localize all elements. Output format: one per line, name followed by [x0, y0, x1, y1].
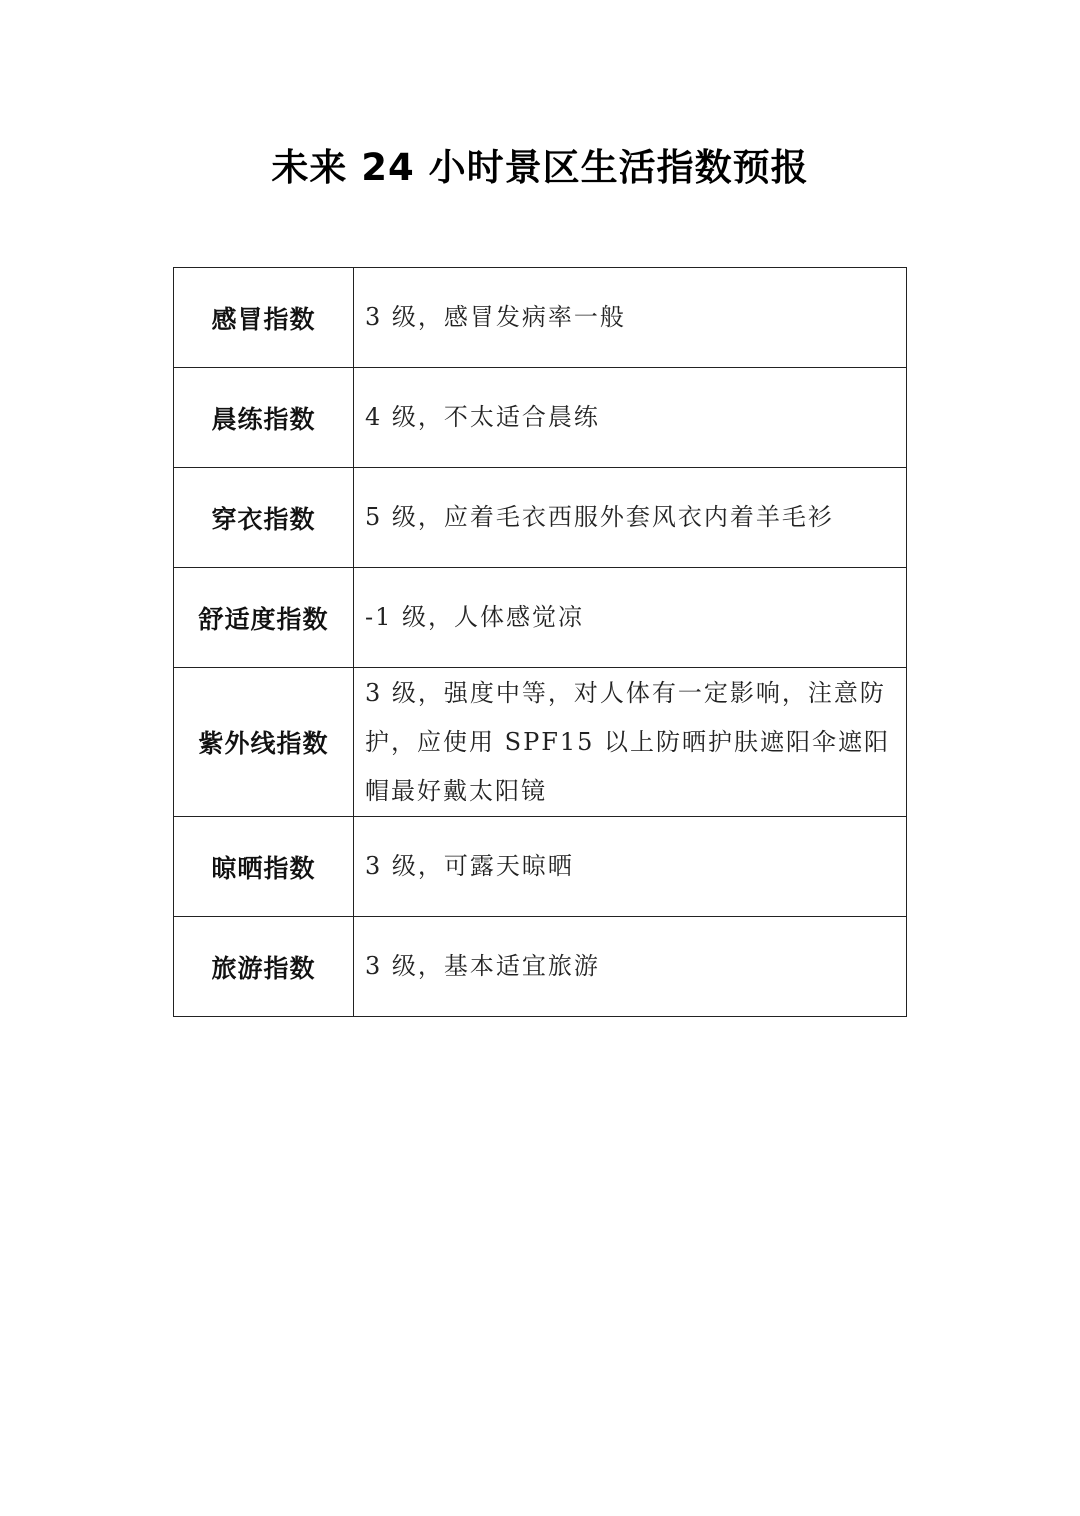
- table-row: [174, 917, 907, 1017]
- index-value-cell: 3 级，可露天晾晒: [354, 817, 907, 917]
- index-value-cell: 3 级，基本适宜旅游: [354, 917, 907, 1017]
- table-row: [174, 468, 907, 568]
- table-row: [174, 817, 907, 917]
- page-title: 未来 24 小时景区生活指数预报: [271, 146, 809, 189]
- index-value-cell: 5 级，应着毛衣西服外套风衣内着羊毛衫: [354, 468, 907, 568]
- index-name-cell: 晨练指数: [174, 368, 354, 468]
- index-value-cell: -1 级，人体感觉凉: [354, 568, 907, 668]
- index-name-cell: 晾晒指数: [174, 817, 354, 917]
- index-name-cell: 紫外线指数: [174, 668, 354, 817]
- index-name-cell: 舒适度指数: [174, 568, 354, 668]
- life-index-table: [173, 267, 907, 1017]
- table-row: [174, 368, 907, 468]
- table-row: [174, 668, 907, 817]
- table-row: [174, 568, 907, 668]
- index-value-cell: 3 级，强度中等，对人体有一定影响，注意防护，应使用 SPF15 以上防晒护肤遮阳伞遮阳帽最好戴太阳镜: [354, 668, 907, 817]
- index-name-cell: 感冒指数: [174, 268, 354, 368]
- index-value-cell: 3 级，感冒发病率一般: [354, 268, 907, 368]
- index-name-cell: 旅游指数: [174, 917, 354, 1017]
- index-value-cell: 4 级，不太适合晨练: [354, 368, 907, 468]
- index-name-cell: 穿衣指数: [174, 468, 354, 568]
- table-row: [174, 268, 907, 368]
